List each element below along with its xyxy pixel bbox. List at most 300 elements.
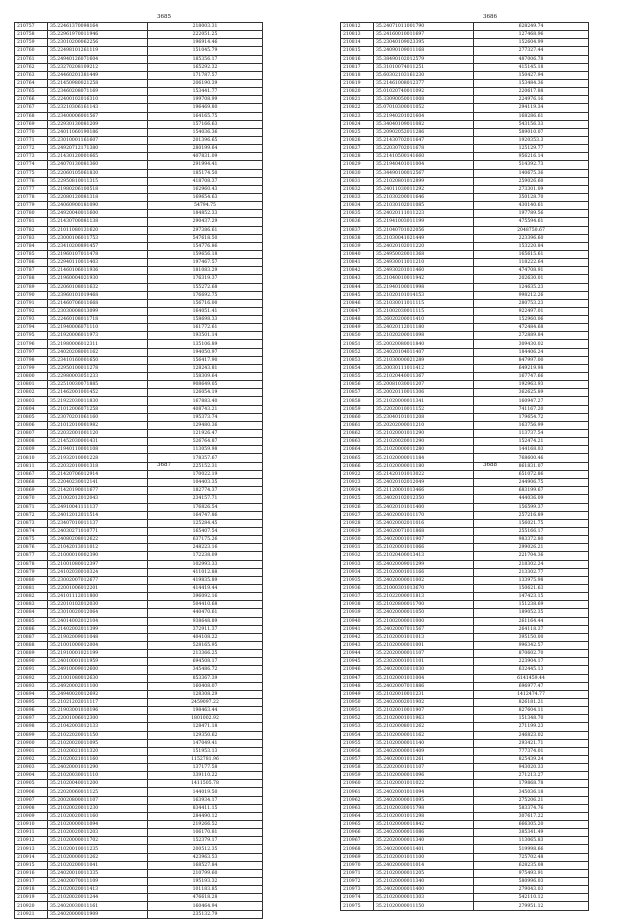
table-row xyxy=(341,120,589,128)
table-row xyxy=(341,829,589,837)
row-id-cell: 210953 xyxy=(341,723,374,731)
page-number: 3688 xyxy=(483,462,497,468)
table-row xyxy=(15,356,263,364)
table-row xyxy=(15,23,263,31)
row-id-cell: 210816 xyxy=(341,55,374,63)
table-row xyxy=(341,364,589,372)
row-id-cell: 210786 xyxy=(15,259,48,267)
value-cell: 475594.61 xyxy=(474,218,589,226)
row-id-cell: 210975 xyxy=(341,902,374,910)
table-row xyxy=(15,259,263,267)
value-cell: 284490.12 xyxy=(148,812,263,820)
latitude-cell: 35.21020000011184 xyxy=(374,454,474,462)
table-row xyxy=(341,503,589,511)
table-row xyxy=(15,267,263,275)
row-id-cell: 210845 xyxy=(341,291,374,299)
latitude-cell: 35.22980003051233 xyxy=(48,373,148,381)
latitude-cell: 35.24020001011907 xyxy=(374,536,474,544)
latitude-cell: 35.21960004021930 xyxy=(48,275,148,283)
row-id-cell: 210852 xyxy=(341,348,374,356)
value-cell: 694508.17 xyxy=(148,658,263,666)
value-cell: 137177.58 xyxy=(148,764,263,772)
row-id-cell: 210922 xyxy=(341,471,374,479)
value-cell: 372911.37 xyxy=(148,625,263,633)
table-row xyxy=(15,79,263,87)
latitude-cell: 35.24920040011600 xyxy=(48,210,148,218)
value-cell: 407831.09 xyxy=(148,153,263,161)
row-id-cell: 210850 xyxy=(341,332,374,340)
row-id-cell: 210764 xyxy=(15,79,48,87)
table-row xyxy=(15,837,263,845)
row-id-cell: 210882 xyxy=(15,593,48,601)
value-cell: 350128.70 xyxy=(474,193,589,201)
page-bottom-left xyxy=(14,462,314,917)
table-row xyxy=(341,707,589,715)
value-cell: 825439.24 xyxy=(474,755,589,763)
row-id-cell: 210942 xyxy=(341,633,374,641)
table-row xyxy=(15,503,263,511)
table-row xyxy=(15,641,263,649)
latitude-cell: 35.21460106011936 xyxy=(48,267,148,275)
latitude-cell: 35.22001006012300 xyxy=(48,715,148,723)
latitude-cell: 35.23040109023395 xyxy=(374,39,474,47)
latitude-cell: 35.24020112011180 xyxy=(374,324,474,332)
row-id-cell: 210772 xyxy=(15,145,48,153)
row-id-cell: 210824 xyxy=(341,120,374,128)
value-cell: 248223.16 xyxy=(148,544,263,552)
latitude-cell: 35.21020001011166 xyxy=(374,568,474,576)
latitude-cell: 35.23000106011753 xyxy=(48,234,148,242)
value-cell: 649219.98 xyxy=(474,364,589,372)
latitude-cell: 35.23010020012064 xyxy=(48,609,148,617)
latitude-cell: 35.21020040011200 xyxy=(48,780,148,788)
value-cell: 158698.33 xyxy=(148,316,263,324)
row-id-cell: 210761 xyxy=(15,55,48,63)
table-row xyxy=(341,804,589,812)
latitude-cell: 35.21030041021449 xyxy=(374,234,474,242)
table-row xyxy=(15,153,263,161)
latitude-cell: 35.24020111011223 xyxy=(374,210,474,218)
row-id-cell: 210834 xyxy=(341,202,374,210)
row-id-cell: 210800 xyxy=(15,373,48,381)
latitude-cell: 35.21430702011647 xyxy=(374,136,474,144)
table-row xyxy=(341,88,589,96)
table-row xyxy=(15,185,263,193)
table-row xyxy=(15,291,263,299)
table-row xyxy=(15,869,263,877)
row-id-cell: 210876 xyxy=(15,544,48,552)
row-id-cell: 210893 xyxy=(15,682,48,690)
latitude-cell: 35.21020000011702 xyxy=(48,837,148,845)
table-row xyxy=(15,405,263,413)
latitude-cell: 35.20902052011286 xyxy=(374,128,474,136)
row-id-cell: 210951 xyxy=(341,707,374,715)
table-row xyxy=(15,112,263,120)
row-id-cell: 210973 xyxy=(341,886,374,894)
row-id-cell: 210775 xyxy=(15,169,48,177)
latitude-cell: 35.22940110011403 xyxy=(48,259,148,267)
table-row xyxy=(341,617,589,625)
latitude-cell: 35.21020010011235 xyxy=(48,845,148,853)
table-row xyxy=(341,193,589,201)
value-cell: 202630.01 xyxy=(474,275,589,283)
row-id-cell: 210950 xyxy=(341,698,374,706)
latitude-cell: 35.21020030011110 xyxy=(48,772,148,780)
row-id-cell: 210820 xyxy=(341,88,374,96)
table-row xyxy=(341,63,589,71)
latitude-cell: 35.21430700081138 xyxy=(48,218,148,226)
value-cell: 632445.13 xyxy=(474,666,589,674)
row-id-cell: 210904 xyxy=(15,772,48,780)
table-row xyxy=(341,853,589,861)
table-row xyxy=(15,479,263,487)
row-id-cell: 210866 xyxy=(341,462,374,470)
value-cell: 225152.31 xyxy=(148,462,263,470)
row-id-cell: 210803 xyxy=(15,397,48,405)
table-row xyxy=(341,650,589,658)
row-id-cell: 210858 xyxy=(341,397,374,405)
value-cell: 408743.21 xyxy=(148,405,263,413)
row-id-cell: 210936 xyxy=(341,584,374,592)
latitude-cell: 35.21002000011000 xyxy=(374,617,474,625)
row-id-cell: 210909 xyxy=(15,812,48,820)
row-id-cell: 210781 xyxy=(15,218,48,226)
latitude-cell: 35.24020070011109 xyxy=(48,878,148,886)
table-row xyxy=(15,397,263,405)
latitude-cell: 35.22032010001318 xyxy=(48,462,148,470)
table-row xyxy=(15,234,263,242)
table-row xyxy=(15,536,263,544)
latitude-cell: 35.31010074011251 xyxy=(374,63,474,71)
latitude-cell: 35.22950810011315 xyxy=(48,177,148,185)
latitude-cell: 35.21940006071110 xyxy=(48,324,148,332)
value-cell: 487006.78 xyxy=(474,55,589,63)
table-row xyxy=(15,650,263,658)
table-row xyxy=(15,853,263,861)
latitude-cell: 35.21000301013670 xyxy=(374,584,474,592)
value-cell: 244906.75 xyxy=(474,479,589,487)
table-row xyxy=(341,666,589,674)
table-row xyxy=(15,666,263,674)
latitude-cell: 35.21000010002390 xyxy=(48,552,148,560)
value-cell: 1411505.78 xyxy=(148,780,263,788)
latitude-cell: 35.21020200011041 xyxy=(48,861,148,869)
latitude-cell: 35.21410500141660 xyxy=(374,153,474,161)
page-bottom-right xyxy=(340,462,640,909)
table-row xyxy=(341,584,589,592)
table-row xyxy=(15,829,263,837)
row-id-cell: 210948 xyxy=(341,682,374,690)
table-row xyxy=(341,519,589,527)
row-id-cell: 210864 xyxy=(341,446,374,454)
value-cell: 1920353.3 xyxy=(474,136,589,144)
latitude-cell: 35.20020800011107 xyxy=(48,796,148,804)
latitude-cell: 35.21940201021604 xyxy=(374,112,474,120)
row-id-cell: 210865 xyxy=(341,454,374,462)
value-cell: 194050.97 xyxy=(148,348,263,356)
value-cell: 168527.84 xyxy=(148,861,263,869)
row-id-cell: 210859 xyxy=(341,405,374,413)
value-cell: 163934.17 xyxy=(148,796,263,804)
value-cell: 184406.24 xyxy=(474,348,589,356)
value-cell: 271199.23 xyxy=(474,723,589,731)
row-id-cell: 210830 xyxy=(341,169,374,177)
table-row xyxy=(341,136,589,144)
latitude-cell: 35.21020000011341 xyxy=(374,397,474,405)
latitude-cell: 35.21960107011478 xyxy=(48,250,148,258)
value-cell: 768600.46 xyxy=(474,454,589,462)
row-id-cell: 210769 xyxy=(15,120,48,128)
latitude-cell: 35.24020010011335 xyxy=(48,869,148,877)
table-row xyxy=(341,234,589,242)
table-row xyxy=(15,250,263,258)
row-id-cell: 210931 xyxy=(341,544,374,552)
row-id-cell: 210774 xyxy=(15,161,48,169)
table-row xyxy=(341,23,589,31)
table-row xyxy=(341,324,589,332)
value-cell: 147423.15 xyxy=(474,593,589,601)
row-id-cell: 210806 xyxy=(15,421,48,429)
latitude-cell: 35.21430120001665 xyxy=(48,153,148,161)
row-id-cell: 210935 xyxy=(341,576,374,584)
table-row xyxy=(15,878,263,886)
table-row xyxy=(15,210,263,218)
row-id-cell: 210854 xyxy=(341,364,374,372)
row-id-cell: 210906 xyxy=(15,788,48,796)
table-row xyxy=(341,283,589,291)
latitude-cell: 35.24160010011697 xyxy=(374,31,474,39)
latitude-cell: 35.22010102012030 xyxy=(48,601,148,609)
row-id-cell: 210768 xyxy=(15,112,48,120)
table-row xyxy=(341,869,589,877)
row-id-cell: 210962 xyxy=(341,796,374,804)
table-row xyxy=(341,71,589,79)
value-cell: 223396.60 xyxy=(474,234,589,242)
row-id-cell: 210917 xyxy=(15,878,48,886)
latitude-cell: 35.21020021011160 xyxy=(48,755,148,763)
row-id-cell: 210862 xyxy=(341,430,374,438)
table-row xyxy=(341,495,589,503)
value-cell: 213302.77 xyxy=(474,568,589,576)
latitude-cell: 35.21932010001228 xyxy=(48,454,148,462)
data-table xyxy=(340,470,589,911)
latitude-cell: 35.01020740011092 xyxy=(374,88,474,96)
value-cell: 165615.61 xyxy=(474,250,589,258)
value-cell: 870602.70 xyxy=(474,650,589,658)
value-cell: 223904.17 xyxy=(474,658,589,666)
latitude-cell: 35.21450980021258 xyxy=(48,79,148,87)
table-row xyxy=(341,307,589,315)
value-cell: 279043.03 xyxy=(474,886,589,894)
table-row xyxy=(15,104,263,112)
table-row xyxy=(341,593,589,601)
latitude-cell: 35.20030111011412 xyxy=(374,364,474,372)
value-cell: 725702.48 xyxy=(474,853,589,861)
table-row xyxy=(15,487,263,495)
row-id-cell: 210788 xyxy=(15,275,48,283)
latitude-cell: 35.21910001021199 xyxy=(48,650,148,658)
latitude-cell: 35.22001006012201 xyxy=(48,584,148,592)
table-row xyxy=(15,739,263,747)
value-cell: 1801002.92 xyxy=(148,715,263,723)
table-row xyxy=(341,161,589,169)
table-row xyxy=(341,413,589,421)
table-row xyxy=(341,755,589,763)
value-cell: 220617.88 xyxy=(474,88,589,96)
value-cell: 121926.47 xyxy=(148,430,263,438)
latitude-cell: 35.21940110001108 xyxy=(48,446,148,454)
latitude-cell: 35.24920712171380 xyxy=(48,145,148,153)
latitude-cell: 35.23010001161607 xyxy=(48,136,148,144)
latitude-cell: 35.24950020011368 xyxy=(374,250,474,258)
latitude-cell: 35.24030271010771 xyxy=(48,527,148,535)
row-id-cell: 210798 xyxy=(15,356,48,364)
value-cell: 126054.19 xyxy=(148,389,263,397)
table-row xyxy=(341,772,589,780)
latitude-cell: 35.21020001011298 xyxy=(374,812,474,820)
value-cell: 162960.43 xyxy=(148,185,263,193)
latitude-cell: 35.34040109011082 xyxy=(374,120,474,128)
value-cell: 273301.09 xyxy=(474,185,589,193)
value-cell: 6141459.44 xyxy=(474,674,589,682)
value-cell: 164747.86 xyxy=(148,511,263,519)
row-id-cell: 210967 xyxy=(341,837,374,845)
row-id-cell: 210902 xyxy=(15,755,48,763)
table-row xyxy=(341,552,589,560)
latitude-cell: 35.22020000011340 xyxy=(374,837,474,845)
row-id-cell: 210903 xyxy=(15,764,48,772)
table-row xyxy=(15,324,263,332)
latitude-cell: 35.21020020011290 xyxy=(374,438,474,446)
value-cell: 280753.23 xyxy=(474,299,589,307)
value-cell: 1412474.77 xyxy=(474,690,589,698)
table-row xyxy=(341,202,589,210)
latitude-cell: 35.21922030011830 xyxy=(48,397,148,405)
row-id-cell: 210895 xyxy=(15,698,48,706)
row-id-cell: 210823 xyxy=(341,112,374,120)
table-row xyxy=(341,788,589,796)
latitude-cell: 35.24930011011210 xyxy=(374,259,474,267)
table-row xyxy=(341,185,589,193)
table-row xyxy=(15,226,263,234)
table-row xyxy=(341,878,589,886)
latitude-cell: 35.24020104011407 xyxy=(374,348,474,356)
row-id-cell: 210898 xyxy=(15,723,48,731)
row-id-cell: 210853 xyxy=(341,356,374,364)
latitude-cell: 35.24020001011094 xyxy=(374,788,474,796)
value-cell: 290437.29 xyxy=(148,218,263,226)
latitude-cell: 35.24020102012350 xyxy=(374,495,474,503)
table-row xyxy=(341,104,589,112)
value-cell: 164051.41 xyxy=(148,307,263,315)
page-number: 3685 xyxy=(157,14,171,20)
row-id-cell: 210914 xyxy=(15,853,48,861)
value-cell: 547618.50 xyxy=(148,234,263,242)
value-cell: 2459097.22 xyxy=(148,698,263,706)
row-id-cell: 210844 xyxy=(341,283,374,291)
value-cell: 151348.70 xyxy=(474,715,589,723)
row-id-cell: 210825 xyxy=(341,128,374,136)
row-id-cell: 210839 xyxy=(341,242,374,250)
row-id-cell: 210793 xyxy=(15,316,48,324)
row-id-cell: 210840 xyxy=(341,250,374,258)
row-id-cell: 210826 xyxy=(341,136,374,144)
value-cell: 861831.07 xyxy=(474,462,589,470)
table-row xyxy=(341,356,589,364)
value-cell: 181083.29 xyxy=(148,267,263,275)
table-row xyxy=(15,780,263,788)
value-cell: 264118.37 xyxy=(474,625,589,633)
value-cell: 135106.89 xyxy=(148,340,263,348)
table-row xyxy=(341,299,589,307)
row-id-cell: 210782 xyxy=(15,226,48,234)
row-id-cell: 210789 xyxy=(15,283,48,291)
value-cell: 161772.61 xyxy=(148,324,263,332)
table-row xyxy=(15,772,263,780)
data-table xyxy=(14,22,263,471)
table-row xyxy=(15,161,263,169)
latitude-cell: 35.22460108011718 xyxy=(48,316,148,324)
latitude-cell: 35.23070201061160 xyxy=(48,413,148,421)
table-row xyxy=(15,169,263,177)
latitude-cell: 35.21020000011140 xyxy=(374,739,474,747)
row-id-cell: 210818 xyxy=(341,71,374,79)
value-cell: 440470.61 xyxy=(148,609,263,617)
value-cell: 133975.98 xyxy=(474,576,589,584)
latitude-cell: 35.23410160001650 xyxy=(48,356,148,364)
row-id-cell: 210885 xyxy=(15,617,48,625)
row-id-cell: 210874 xyxy=(15,527,48,535)
value-cell: 185174.50 xyxy=(148,169,263,177)
table-row xyxy=(341,128,589,136)
table-row xyxy=(15,747,263,755)
latitude-cell: 35.23002007012677 xyxy=(48,576,148,584)
latitude-cell: 35.24010001011959 xyxy=(48,658,148,666)
table-row xyxy=(341,291,589,299)
latitude-cell: 35.24020000011401 xyxy=(374,845,474,853)
latitude-cell: 35.21002012012043 xyxy=(48,495,148,503)
latitude-cell: 35.24920002011100 xyxy=(48,682,148,690)
latitude-cell: 35.21042013011012 xyxy=(48,544,148,552)
value-cell: 628249.74 xyxy=(474,23,589,31)
row-id-cell: 210873 xyxy=(15,519,48,527)
latitude-cell: 35.21020000011205 xyxy=(374,869,474,877)
table-row xyxy=(15,55,263,63)
value-cell: 246823.02 xyxy=(474,731,589,739)
value-cell: 271213.27 xyxy=(474,772,589,780)
row-id-cell: 210765 xyxy=(15,88,48,96)
value-cell: 118222.64 xyxy=(474,259,589,267)
row-id-cell: 210943 xyxy=(341,641,374,649)
latitude-cell: 35.21120001013466 xyxy=(374,487,474,495)
row-id-cell: 210867 xyxy=(15,471,48,479)
latitude-cell: 35.21902009011048 xyxy=(48,633,148,641)
row-id-cell: 210924 xyxy=(341,487,374,495)
row-id-cell: 210849 xyxy=(341,324,374,332)
latitude-cell: 35.24020071011868 xyxy=(374,527,474,535)
row-id-cell: 210966 xyxy=(341,829,374,837)
table-row xyxy=(15,39,263,47)
table-row xyxy=(341,764,589,772)
table-row xyxy=(15,601,263,609)
row-id-cell: 210892 xyxy=(15,674,48,682)
value-cell: 938648.89 xyxy=(148,617,263,625)
value-cell: 419835.89 xyxy=(148,576,263,584)
value-cell: 150427.94 xyxy=(474,71,589,79)
latitude-cell: 35.21452030001431 xyxy=(48,438,148,446)
value-cell: 275206.21 xyxy=(474,796,589,804)
value-cell: 155272.68 xyxy=(148,283,263,291)
